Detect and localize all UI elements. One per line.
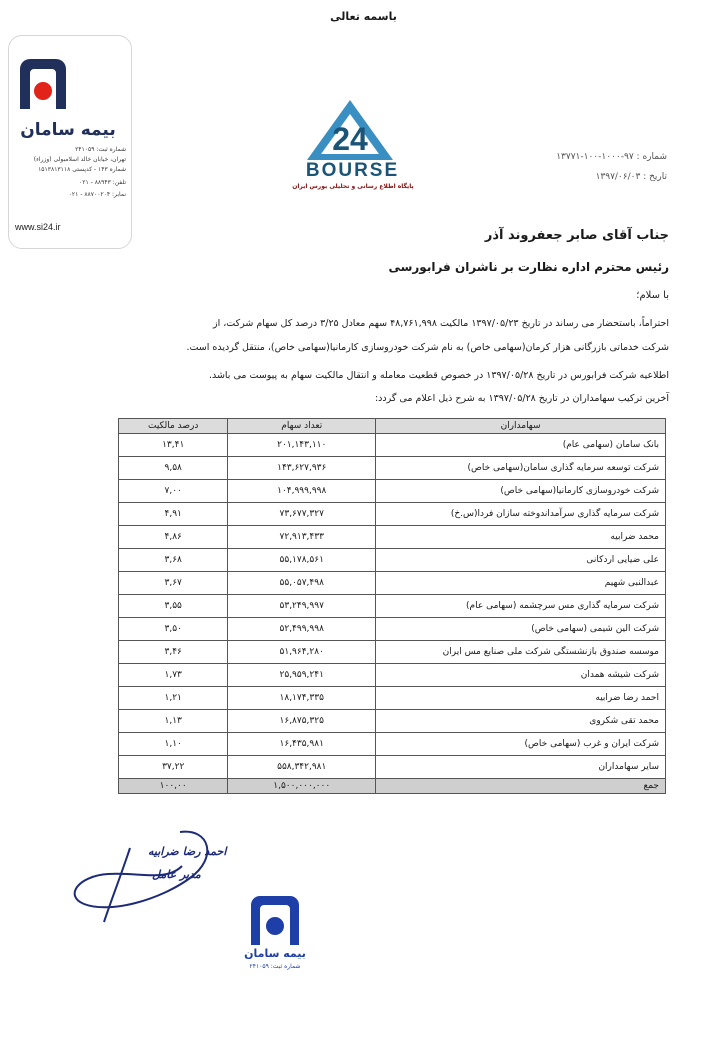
percent-cell: ۱۳,۴۱ <box>119 434 228 457</box>
table-row <box>119 457 666 480</box>
company-address: تهران، خیابان خالد اسلامبولی (وزراء) <box>33 156 126 163</box>
shares-cell: ۷۲,۹۱۳,۴۳۳ <box>228 526 376 549</box>
body-line-4: آخرین ترکیب سهامداران در تاریخ ۱۳۹۷/۰۵/۲۸ به شرح ذیل اعلام می گردد: <box>374 393 669 404</box>
table-row <box>119 526 666 549</box>
holder-cell: محمد ضرابیه <box>376 526 666 549</box>
table-row <box>119 756 666 779</box>
shares-cell: ۲۵,۹۵۹,۲۴۱ <box>228 664 376 687</box>
shares-cell: ۵۵,۰۵۷,۴۹۸ <box>228 572 376 595</box>
table-row <box>119 434 666 457</box>
table-row <box>119 641 666 664</box>
letter-date <box>596 172 667 182</box>
recipient-name: جناب آقای صابر جعفروند آذر <box>484 228 669 243</box>
body-line-3: اطلاعیه شرکت فرابورس در تاریخ ۱۳۹۷/۰۵/۲۸ در خصوص قطعیت معامله و انتقال مالکیت سهام به پیوست می باشد. <box>208 370 669 381</box>
holder-cell: شرکت سرمایه گذاری سرآمداندوخته سازان فردا(س.خ) <box>376 503 666 526</box>
percent-cell: ۳,۵۵ <box>119 595 228 618</box>
saman-logo-icon <box>14 55 72 117</box>
bourse-tagline: پایگاه اطلاع رسانی و تحلیلی بورس ایران <box>292 183 414 190</box>
bourse-triangle-logo-icon <box>305 98 395 166</box>
company-fax: نمابر: ۸۸۷۰۰۲۰۴ - ۰۲۱ <box>68 191 126 198</box>
percent-cell: ۳,۶۸ <box>119 549 228 572</box>
percent-cell: ۱,۱۳ <box>119 710 228 733</box>
percent-cell: ۴,۸۶ <box>119 526 228 549</box>
company-website: www.si24.ir <box>15 222 61 232</box>
signatory-name: احمد رضا ضرابیه <box>148 845 227 858</box>
table-row <box>119 733 666 756</box>
shares-cell: ۱۸,۱۷۴,۳۳۵ <box>228 687 376 710</box>
letter-date-label: تاریخ : <box>643 172 667 182</box>
shares-cell: ۵۱,۹۶۴,۲۸۰ <box>228 641 376 664</box>
table-row <box>119 503 666 526</box>
percent-cell: ۳۷,۲۲ <box>119 756 228 779</box>
holder-cell: شرکت ایران و غرب (سهامی خاص) <box>376 733 666 756</box>
total-percent-cell: ۱۰۰,۰۰ <box>119 779 228 794</box>
letter-number-label: شماره : <box>636 152 667 162</box>
signatory-title: مدیر عامل <box>152 868 201 881</box>
holder-cell: محمد تقی شکروی <box>376 710 666 733</box>
holder-cell: شرکت شیشه همدان <box>376 664 666 687</box>
table-total-row <box>119 779 666 794</box>
table-row <box>119 572 666 595</box>
recipient-position: رئیس محترم اداره نظارت بر ناشران فرابورسی <box>388 260 669 274</box>
table-row <box>119 618 666 641</box>
total-shares-cell: ۱,۵۰۰,۰۰۰,۰۰۰ <box>228 779 376 794</box>
holder-cell: موسسه صندوق بازنشستگی شرکت ملی صنایع مس ایران <box>376 641 666 664</box>
percent-cell: ۳,۴۶ <box>119 641 228 664</box>
letter-number-value: ۹۷-۱۰۰۰-۱۰۰-۱۳۷۷۱ <box>556 152 634 162</box>
table-header-row <box>119 419 666 434</box>
table-row <box>119 710 666 733</box>
percent-cell: ۱,۷۳ <box>119 664 228 687</box>
holder-cell: شرکت توسعه سرمایه گذاری سامان(سهامی خاص) <box>376 457 666 480</box>
holder-cell: علی ضیایی اردکانی <box>376 549 666 572</box>
holder-cell: شرکت سرمایه گذاری مس سرچشمه (سهامی عام) <box>376 595 666 618</box>
percent-cell: ۴,۹۱ <box>119 503 228 526</box>
holder-cell: عبدالنبی شهیم <box>376 572 666 595</box>
percent-cell: ۱,۱۰ <box>119 733 228 756</box>
shares-cell: ۷۳,۶۷۷,۳۲۷ <box>228 503 376 526</box>
table-row <box>119 480 666 503</box>
shares-cell: ۵۵,۱۷۸,۵۶۱ <box>228 549 376 572</box>
company-registration: شماره ثبت: ۲۴۱۰۵۹ <box>75 146 126 153</box>
stamp-company-name: بیمه سامان <box>244 947 306 960</box>
column-header-percent: درصد مالکیت <box>119 419 228 434</box>
table-row <box>119 687 666 710</box>
percent-cell: ۳,۶۷ <box>119 572 228 595</box>
column-header-holder: سهامداران <box>376 419 666 434</box>
shares-cell: ۵۵۸,۳۴۲,۹۸۱ <box>228 756 376 779</box>
letter-number <box>556 152 667 162</box>
table-row <box>119 595 666 618</box>
shares-cell: ۱۶,۴۳۵,۹۸۱ <box>228 733 376 756</box>
shares-cell: ۵۲,۴۹۹,۹۹۸ <box>228 618 376 641</box>
bourse-wordmark: BOURSE <box>305 160 400 181</box>
body-line-2: شرکت خدماتی بازرگانی هزار کرمان(سهامی خاص) به نام شرکت خودروسازی کارمانیا(سهامی خاص)، منتقل گردیده است. <box>186 342 669 353</box>
company-stamp-icon <box>247 893 303 951</box>
invocation-text: باسمه تعالی <box>330 10 397 23</box>
percent-cell: ۱,۲۱ <box>119 687 228 710</box>
table-row <box>119 664 666 687</box>
total-label-cell: جمع <box>376 779 666 794</box>
holder-cell: شرکت الین شیمی (سهامی خاص) <box>376 618 666 641</box>
company-phone: تلفن: ۸۸۹۴۳ - ۰۲۱ <box>79 179 126 186</box>
holder-cell: احمد رضا ضرابیه <box>376 687 666 710</box>
svg-text:24: 24 <box>332 121 368 157</box>
company-name: بیمه سامان <box>20 120 116 140</box>
table-row <box>119 549 666 572</box>
shares-cell: ۲۰۱,۱۴۳,۱۱۰ <box>228 434 376 457</box>
shares-cell: ۱۴۳,۶۲۷,۹۳۶ <box>228 457 376 480</box>
shares-cell: ۱۰۴,۹۹۹,۹۹۸ <box>228 480 376 503</box>
greeting: با سلام؛ <box>636 290 669 301</box>
stamp-registration: شماره ثبت: ۲۴۱۰۵۹ <box>249 963 301 970</box>
shares-cell: ۱۶,۸۷۵,۳۲۵ <box>228 710 376 733</box>
holder-cell: بانک سامان (سهامی عام) <box>376 434 666 457</box>
holder-cell: سایر سهامداران <box>376 756 666 779</box>
shareholders-table <box>118 418 666 794</box>
letter-date-value: ۱۳۹۷/۰۶/۰۳ <box>595 172 641 182</box>
percent-cell: ۳,۵۰ <box>119 618 228 641</box>
column-header-shares: تعداد سهام <box>228 419 376 434</box>
company-postal-code: شماره ۱۴۳ - کدپستی ۱۵۱۳۸۱۳۱۱۸ <box>38 166 126 173</box>
holder-cell: شرکت خودروسازی کارمانیا(سهامی خاص) <box>376 480 666 503</box>
percent-cell: ۹,۵۸ <box>119 457 228 480</box>
body-line-1: احتراماً، باستحضار می رساند در تاریخ ۱۳۹۷/۰۵/۲۳ مالکیت ۴۸,۷۶۱,۹۹۸ سهم معادل ۳/۲۵ درصد کل سهام شرکت، از <box>212 318 669 329</box>
percent-cell: ۷,۰۰ <box>119 480 228 503</box>
shares-cell: ۵۳,۲۴۹,۹۹۷ <box>228 595 376 618</box>
